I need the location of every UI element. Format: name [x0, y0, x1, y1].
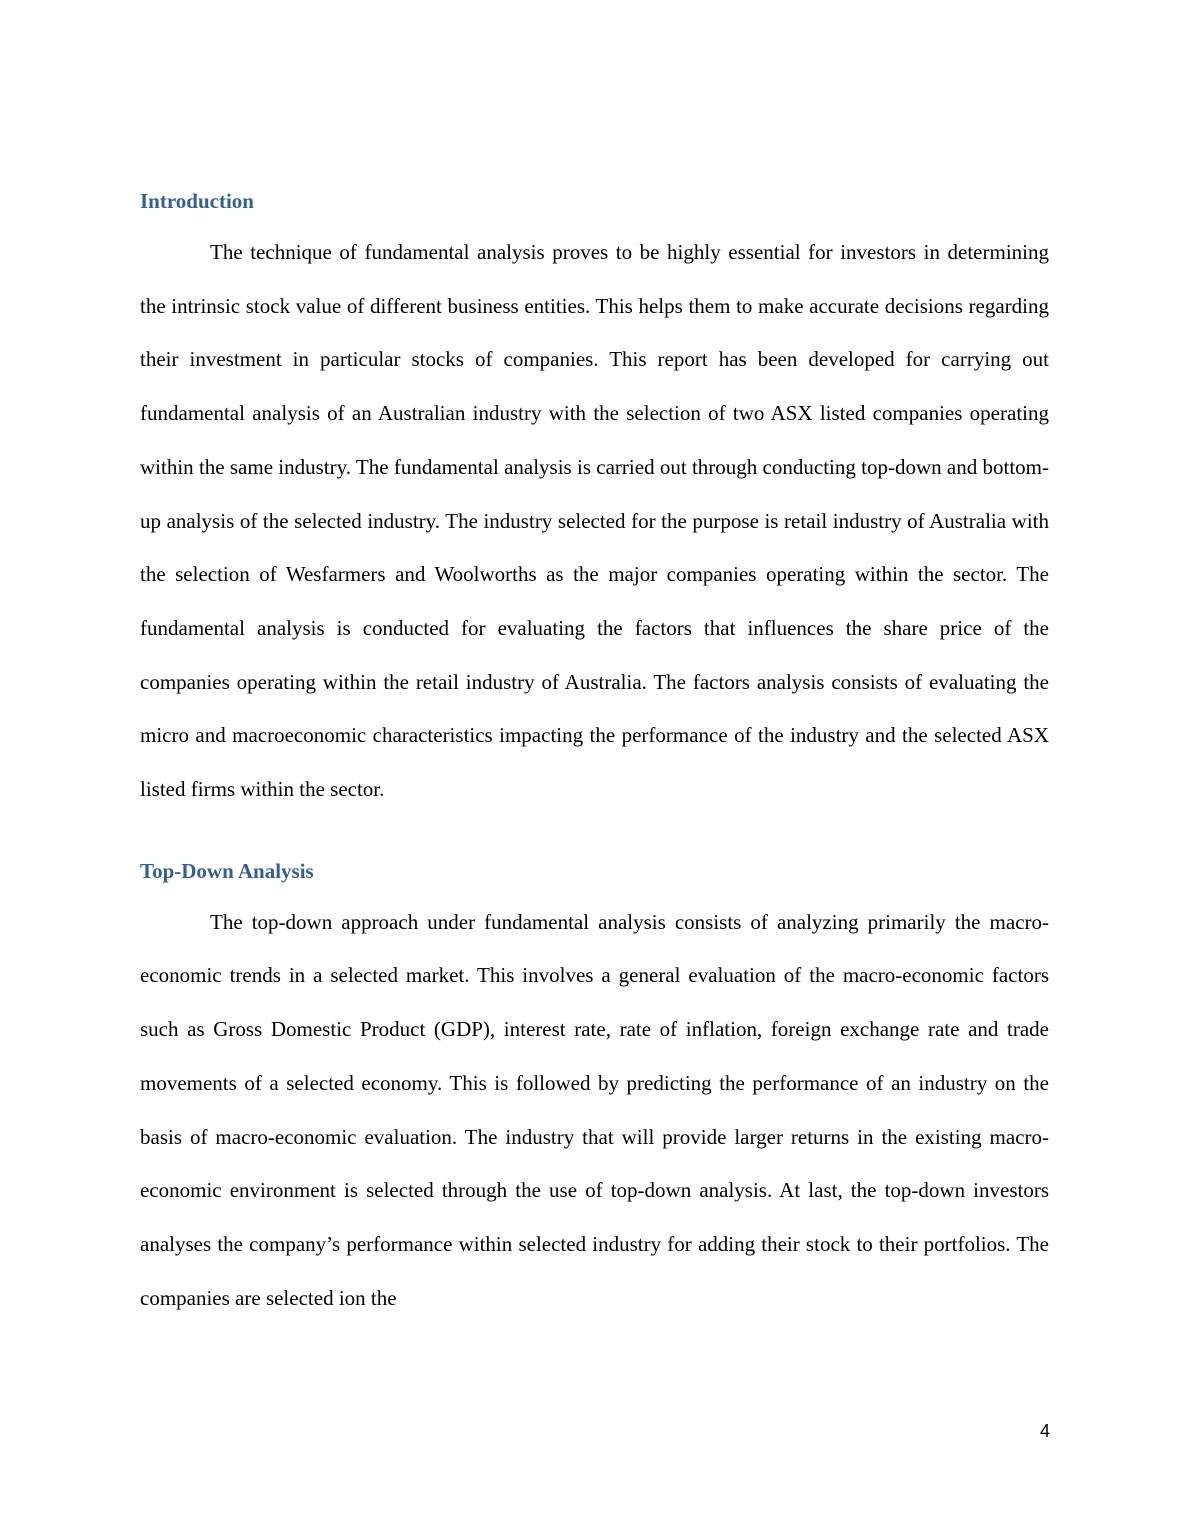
section-heading-top-down-analysis: Top-Down Analysis [140, 858, 314, 883]
section-heading-introduction: Introduction [140, 189, 254, 213]
page-content [140, 182, 1049, 1325]
section-spacer [140, 817, 1049, 852]
top-down-analysis-paragraph: The top-down approach under fundamental analysis consists of analyzing primarily the macro-economic trends in a selected market. This involves a general evaluation of the macro-economic factors such as Gross Domestic Product (GDP), interest rate, rate of inflation, foreign exchange rate and trade movements of a selected economy. This is followed by predicting the performance of an industry on the basis of macro-economic evaluation. The industry that will provide larger returns in the existing macro-economic environment is selected through the use of top-down analysis. At last, the top-down investors analyses the company’s performance within selected industry for adding their stock to their portfolios. The companies are selected ion the [140, 909, 1049, 1310]
introduction-paragraph: The technique of fundamental analysis proves to be highly essential for investors in determining the intrinsic stock value of different business entities. This helps them to make accurate decisions regarding their investment in particular stocks of companies. This report has been developed for carrying out fundamental analysis of an Australian industry with the selection of two ASX listed companies operating within the same industry. The fundamental analysis is carried out through conducting top-down and bottom-up analysis of the selected industry. The industry selected for the purpose is retail industry of Australia with the selection of Wesfarmers and Woolworths as the major companies operating within the sector. The fundamental analysis is conducted for evaluating the factors that influences the share price of the companies operating within the retail industry of Australia. The factors analysis consists of evaluating the micro and macroeconomic characteristics impacting the performance of the industry and the selected ASX listed firms within the sector. [140, 240, 1049, 802]
page-number: 4 [1039, 1421, 1050, 1441]
